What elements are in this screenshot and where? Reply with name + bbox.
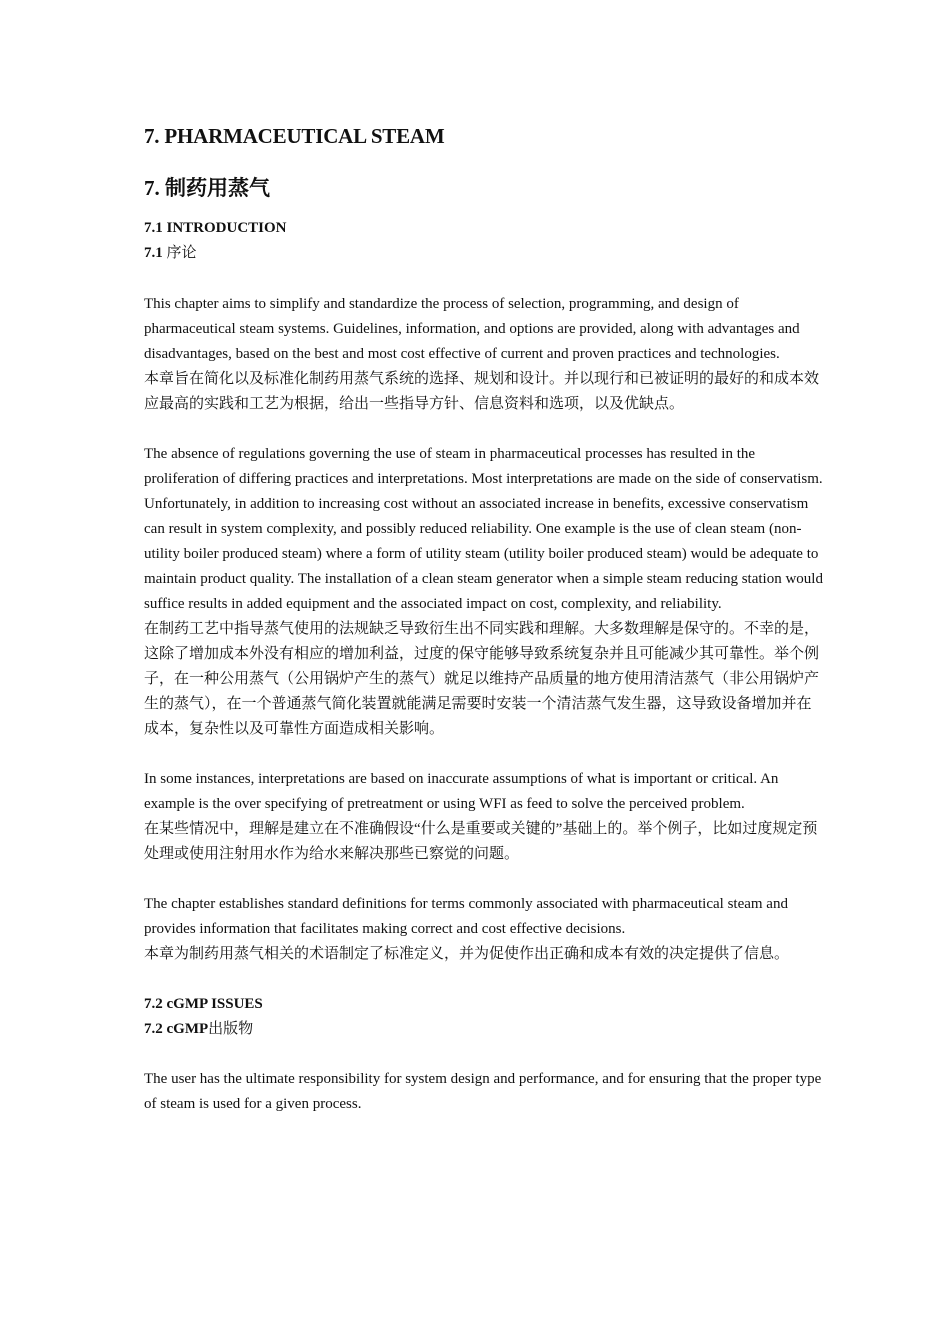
section-heading-en: 7.2 cGMP ISSUES [144,996,263,1012]
section-heading-cn [144,1017,824,1042]
paragraph-en: The user has the ultimate responsibility for system design and performance, and for ensuring that the proper type of steam is used for a given process. [144,1071,822,1112]
paragraph-en: In some instances, interpretations are based on inaccurate assumptions of what is important or critical. An example is the over specifying of pretreatment or using WFI as feed to solve the perceived problem. [144,771,779,812]
paragraph-en: The absence of regulations governing the use of steam in pharmaceutical processes has resulted in the proliferation of differing practices and interpretations. Most interpretations are made on the side of conservatism. Unfortunately, in addition to increasing cost without an associated increase in benefits, excessive conservatism can result in system complexity, and possibly reduced reliability. One example is the use of clean steam (non-utility boiler produced steam) where a form of utility steam (utility boiler produced steam) would be adequate to maintain product quality. The installation of a clean steam generator when a simple steam reducing station would suffice results in added equipment and the associated impact on cost, complexity, and reliability. [144,446,823,612]
chapter-title-cn [144,172,824,204]
section-heading-cn-text: 序论 [166,245,197,261]
section-heading-cn-text: 出版物 [208,1021,254,1037]
chapter-number-cn: 7. [144,176,160,200]
paragraph-en: The chapter establishes standard definitions for terms commonly associated with pharmaceutical steam and provides information that facilitates making correct and cost effective decisions. [144,896,788,937]
document-page [144,120,824,1117]
paragraph-cn: 本章旨在简化以及标准化制药用蒸气系统的选择、规划和设计。并以现行和已被证明的最好的和成本效应最高的实践和工艺为根据，给出一些指导方针、信息资料和选项，以及优缺点。 [144,371,820,412]
section-heading-cn [144,241,824,266]
paragraph-cn: 在制药工艺中指导蒸气使用的法规缺乏导致衍生出不同实践和理解。大多数理解是保守的。不幸的是，这除了增加成本外没有相应的增加利益，过度的保守能够导致系统复杂并且可能减少其可靠性。举个例子，在一种公用蒸气（公用锅炉产生的蒸气）就足以维持产品质量的地方使用清洁蒸气（非公用锅炉产生的蒸气），在一个普通蒸气简化装置就能满足需要时安装一个清洁蒸气发生器，这导致设备增加并在成本，复杂性以及可靠性方面造成相关影响。 [144,621,820,737]
paragraph-cn: 在某些情况中，理解是建立在不准确假设“什么是重要或关键的”基础上的。举个例子，比如过度规定预处理或使用注射用水作为给水来解决那些已察觉的问题。 [144,821,818,862]
section-number-cn: 7.2 cGMP [144,1021,209,1037]
chapter-title-en: 7. PHARMACEUTICAL STEAM [144,124,445,148]
section-number-cn: 7.1 [144,245,163,261]
paragraph-cn: 本章为制药用蒸气相关的术语制定了标准定义，并为促使作出正确和成本有效的决定提供了信息。 [144,946,790,962]
section-heading-en: 7.1 INTRODUCTION [144,220,287,236]
paragraph-en: This chapter aims to simplify and standardize the process of selection, programming, and design of pharmaceutical steam systems. Guidelines, information, and options are provided, along with advantages and disadvantages, based on the best and most cost effective of current and proven practices and technologies. [144,296,800,362]
chapter-title-cn-text: 制药用蒸气 [165,176,270,200]
